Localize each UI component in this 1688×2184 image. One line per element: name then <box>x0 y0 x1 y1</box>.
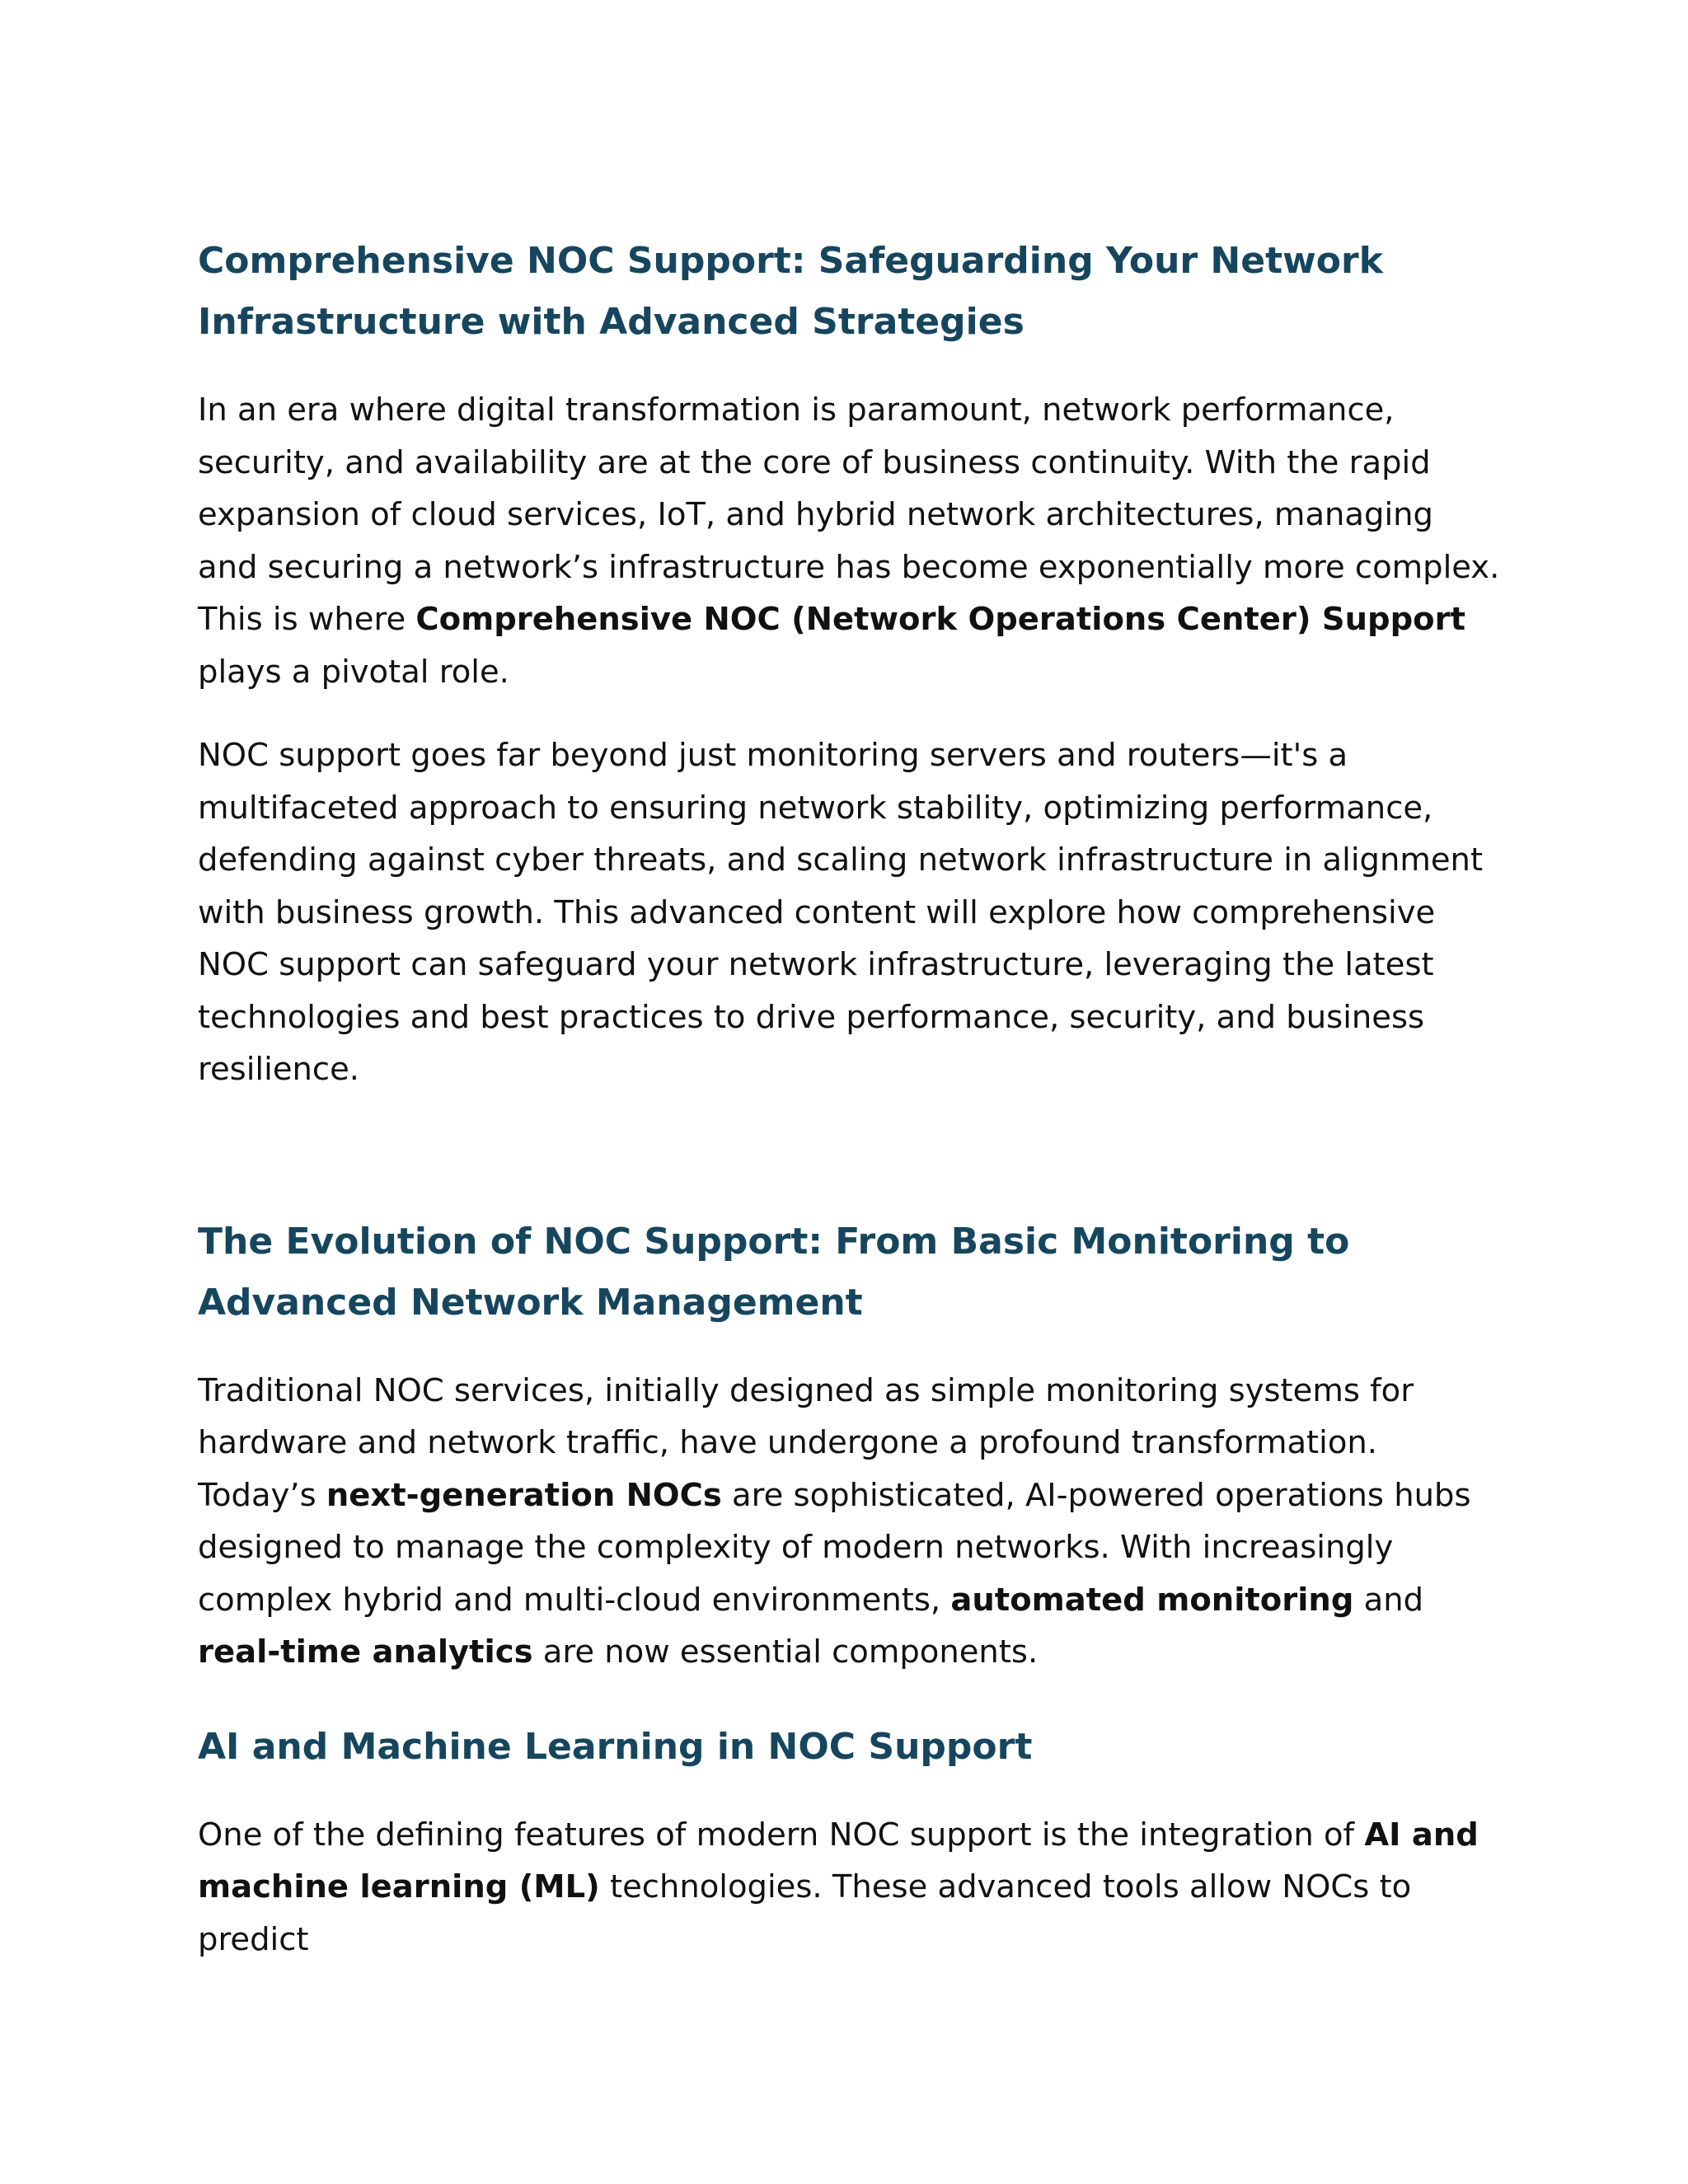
intro-paragraph-1 <box>198 384 1500 698</box>
intro-1-bold-1: Comprehensive NOC (Network Operations Center) Support <box>415 601 1465 638</box>
evolution-heading: The Evolution of NOC Support: From Basic Monitoring to Advanced Network Management <box>198 1220 1350 1324</box>
evolution-bold-2: automated monitoring <box>950 1581 1354 1619</box>
intro-2-text-1: NOC support goes far beyond just monitoring servers and routers—it's a multifaceted approach to ensuring network stability, optimizing performance, defending against cyber threats, and scaling network infrastructure in alignment with business growth. This advanced content will explore how comprehensive NOC support can safeguard your network infrastructure, leveraging the latest technologies and best practices to drive performance, security, and business resilience. <box>198 737 1484 1088</box>
ai-paragraph <box>198 1809 1500 1966</box>
main-heading: Comprehensive NOC Support: Safeguarding Your Network Infrastructure with Advanced Strategies <box>198 240 1383 343</box>
intro-paragraph-2 <box>198 729 1500 1096</box>
ai-text-1: One of the defining features of modern NOC support is the integration of <box>198 1816 1365 1854</box>
ai-bold-1: AI and machine learning (ML) <box>198 1816 1479 1905</box>
evolution-bold-1: next-generation NOCs <box>326 1476 722 1514</box>
evolution-text-4: are now essential components. <box>532 1633 1039 1671</box>
evolution-text-3: and <box>1353 1581 1424 1619</box>
intro-1-text-1: In an era where digital transformation is paramount, network performance, security, and availability are at the core of business continuity. With the rapid expansion of cloud services, IoT, and hybrid network architectures, managing and securing a network’s infrastructure has become exponentially more complex. This is where <box>198 391 1500 638</box>
evolution-bold-3: real-time analytics <box>198 1633 533 1671</box>
intro-1-text-2: plays a pivotal role. <box>198 653 509 691</box>
document-page <box>198 231 1500 1966</box>
ai-text-2: technologies. These advanced tools allow NOCs to predict <box>198 1868 1412 1958</box>
evolution-text-2: are sophisticated, AI-powered operations hubs designed to manage the complexity of modern networks. With increasingly complex hybrid and multi-cloud environments, <box>198 1476 1471 1619</box>
evolution-paragraph <box>198 1365 1500 1679</box>
ai-heading: AI and Machine Learning in NOC Support <box>198 1725 1033 1768</box>
evolution-text-1: Traditional NOC services, initially designed as simple monitoring systems for hardware and network traffic, have undergone a profound transformation. Today’s <box>198 1371 1414 1514</box>
